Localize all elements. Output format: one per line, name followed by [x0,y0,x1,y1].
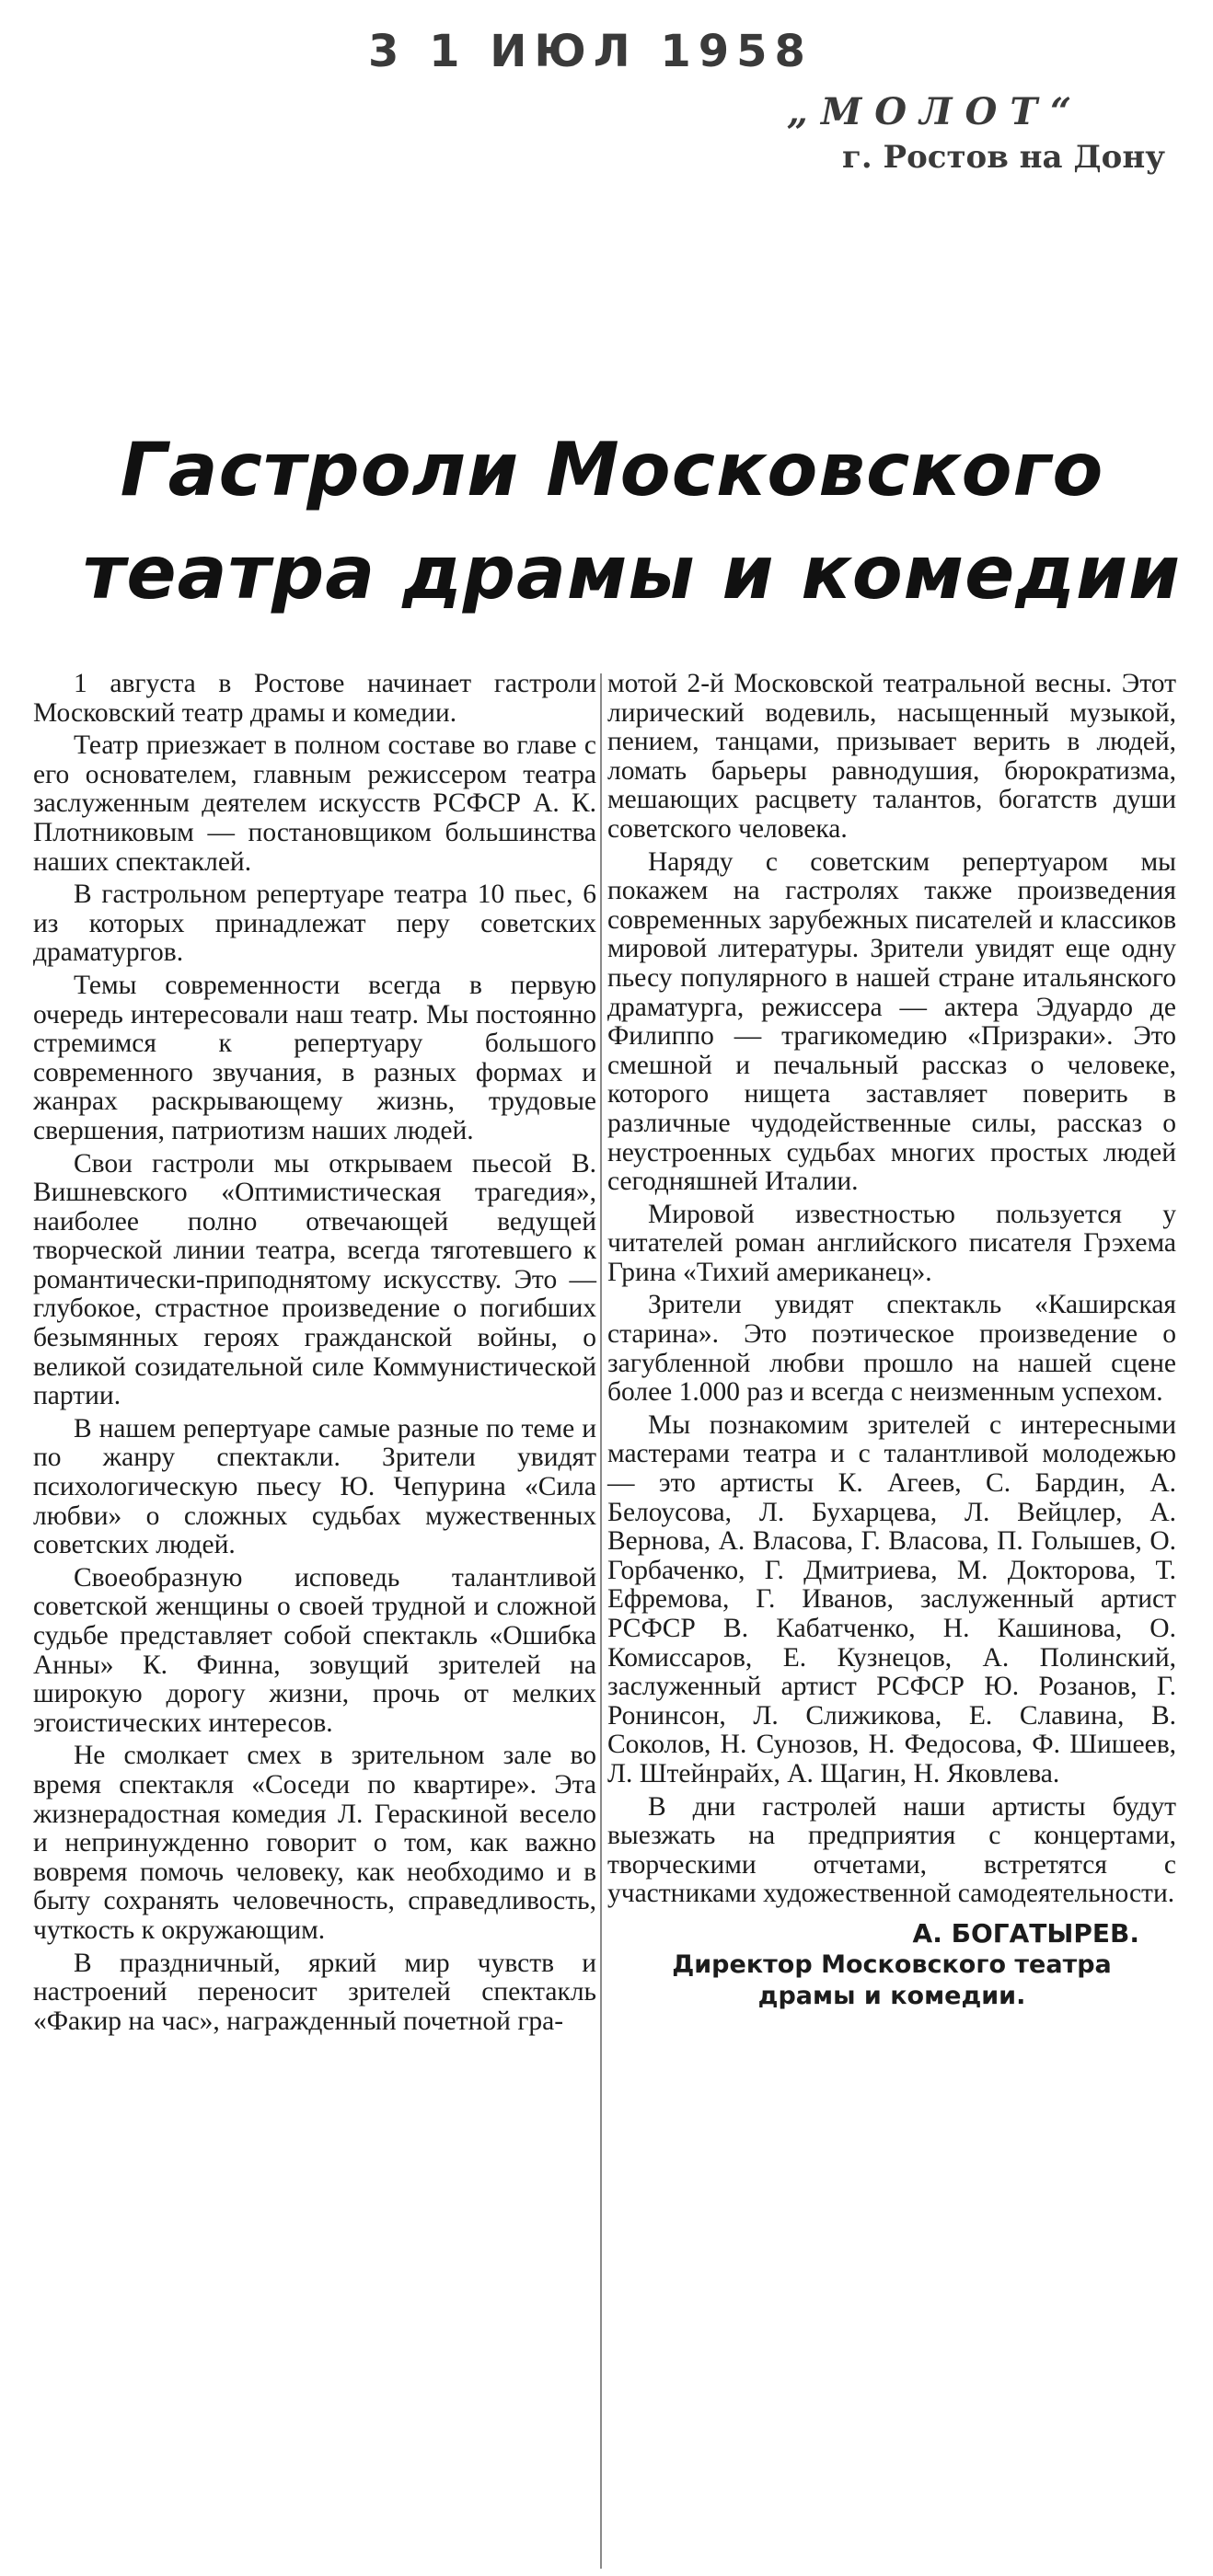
paragraph: Не смолкает смех в зрительном зале во время спектакля «Соседи по квартире». Эта жизнерадостная комедия Л. Гераскиной весело и непринужденно говорит о том, как важно вовремя помочь человеку, как необходимо и в быту сохранять человечность, справедливость, чуткость к окружающим. [33,1741,596,1945]
paragraph: Зрители увидят спектакль «Каширская старина». Это поэтическое произведение о загубленной любви прошло на нашей сцене более 1.000 раз и всегда с неизменным успехом. [607,1290,1176,1408]
paragraph: мотой 2-й Московской театральной весны. Этот лирический водевиль, насыщенный музыкой, пением, танцами, призывает верить в людей, ломать барьеры равнодушия, бюрократизма, мешающих расцвету талантов, богатств души советского человека. [607,669,1176,844]
newspaper-name: „МОЛОТ“ [787,90,1085,133]
source-stamp [787,90,1165,176]
paragraph: В праздничный, яркий мир чувств и настроений переносит зрителей спектакль «Факир на час», награжденный почетной гра- [33,1948,596,2036]
paragraph: Своеобразную исповедь талантливой советской женщины о своей трудной и сложной судьбе представляет собой спектакль «Ошибка Анны» К. Финна, зовущий зрителей на широкую дорогу жизни, прочь от мелких эгоистических интересов. [33,1562,596,1738]
paragraph: В нашем репертуаре самые разные по теме и по жанру спектакли. Зрители увидят психологическую пьесу Ю. Чепурина «Сила любви» о сложных судьбах мужественных советских людей. [33,1413,596,1560]
article-headline [83,419,1182,625]
date-stamp: 3 1 ИЮЛ 1958 [368,26,813,77]
headline-line-2: театра драмы и комедии [83,530,1182,615]
author-role: Директор Московского театра драмы и комедии. [672,1949,1112,2010]
signature-block [607,1918,1176,2012]
paragraph: Мировой известностью пользуется у читателей роман английского писателя Грэхема Грина «Тихий американец». [607,1199,1176,1287]
left-column [33,670,596,2040]
paragraph: Свои гастроли мы открываем пьесой В. Вишневского «Оптимистическая трагедия», наиболее полно отвечающей ведущей творческой линии театра, всегда тяготевшего к романтически-приподнятому искусству. Это — глубокое, страстное произведение о погибших безымянных героях гражданской войны, о великой созидательной силе Коммунистической партии. [33,1148,596,1411]
paragraph: В гастрольном репертуаре театра 10 пьес, 6 из которых принадлежат перу советских драматургов. [33,880,596,968]
headline-line-1: Гастроли Московского [120,427,1104,512]
column-divider [600,673,602,2569]
paragraph: Театр приезжает в полном составе во главе с его основателем, главным режиссером театра заслуженным деятелем искусств РСФСР А. К. Плотниковым — постановщиком большинства наших спектаклей. [33,730,596,877]
paragraph: Мы познакомим зрителей с интересными мастерами театра и с талантливой молодежью — это артисты К. Агеев, С. Бардин, А. Белоусова, Л. Бухарцева, Л. Вейцлер, А. Вернова, А. Власова, Г. Власова, П. Голышев, О. Горбаченко, Г. Дмитриева, М. Докторова, Т. Ефремова, Г. Иванов, заслуженный артист РСФСР В. Кабатченко, Н. Кашинова, О. Комиссаров, Е. Кузнецов, А. Полинский, заслуженный артист РСФСР Ю. Розанов, Г. Ронинсон, Л. Слижикова, Е. Славина, В. Соколов, Н. Сунозов, Н. Федосова, Ф. Шишеев, Л. Штейнрайх, А. Щагин, Н. Яковлева. [607,1409,1176,1788]
paragraph: Темы современности всегда в первую очередь интересовали наш театр. Мы постоянно стремимся к репертуару большого современного звучания, в разных формах и жанрах раскрывающему жизнь, трудовые свершения, патриотизм наших людей. [33,970,596,1145]
paragraph: 1 августа в Ростове начинает гастроли Московский театр драмы и комедии. [33,669,596,728]
paragraph: В дни гастролей наши артисты будут выезжать на предприятия с концертами, творческими отчетами, встретятся с участниками художественной самодеятельности. [607,1791,1176,1909]
author-name: А. БОГАТЫРЕВ. [912,1917,1139,1949]
paragraph: Наряду с советским репертуаром мы покажем на гастролях также произведения современных зарубежных писателей и классиков мировой литературы. Зрители увидят еще одну пьесу популярного в нашей стране итальянского драматурга, режиссера — актера Эдуардо де Филиппо — трагикомедию «Призраки». Это смешной и печальный рассказ о человеке, которого нищета заставляет поверить в различные чудодейственные силы, рассказ о неустроенных судьбах многих простых людей сегодняшней Италии. [607,846,1176,1197]
right-column [607,670,1176,2012]
newspaper-city: г. Ростов на Дону [842,139,1165,176]
